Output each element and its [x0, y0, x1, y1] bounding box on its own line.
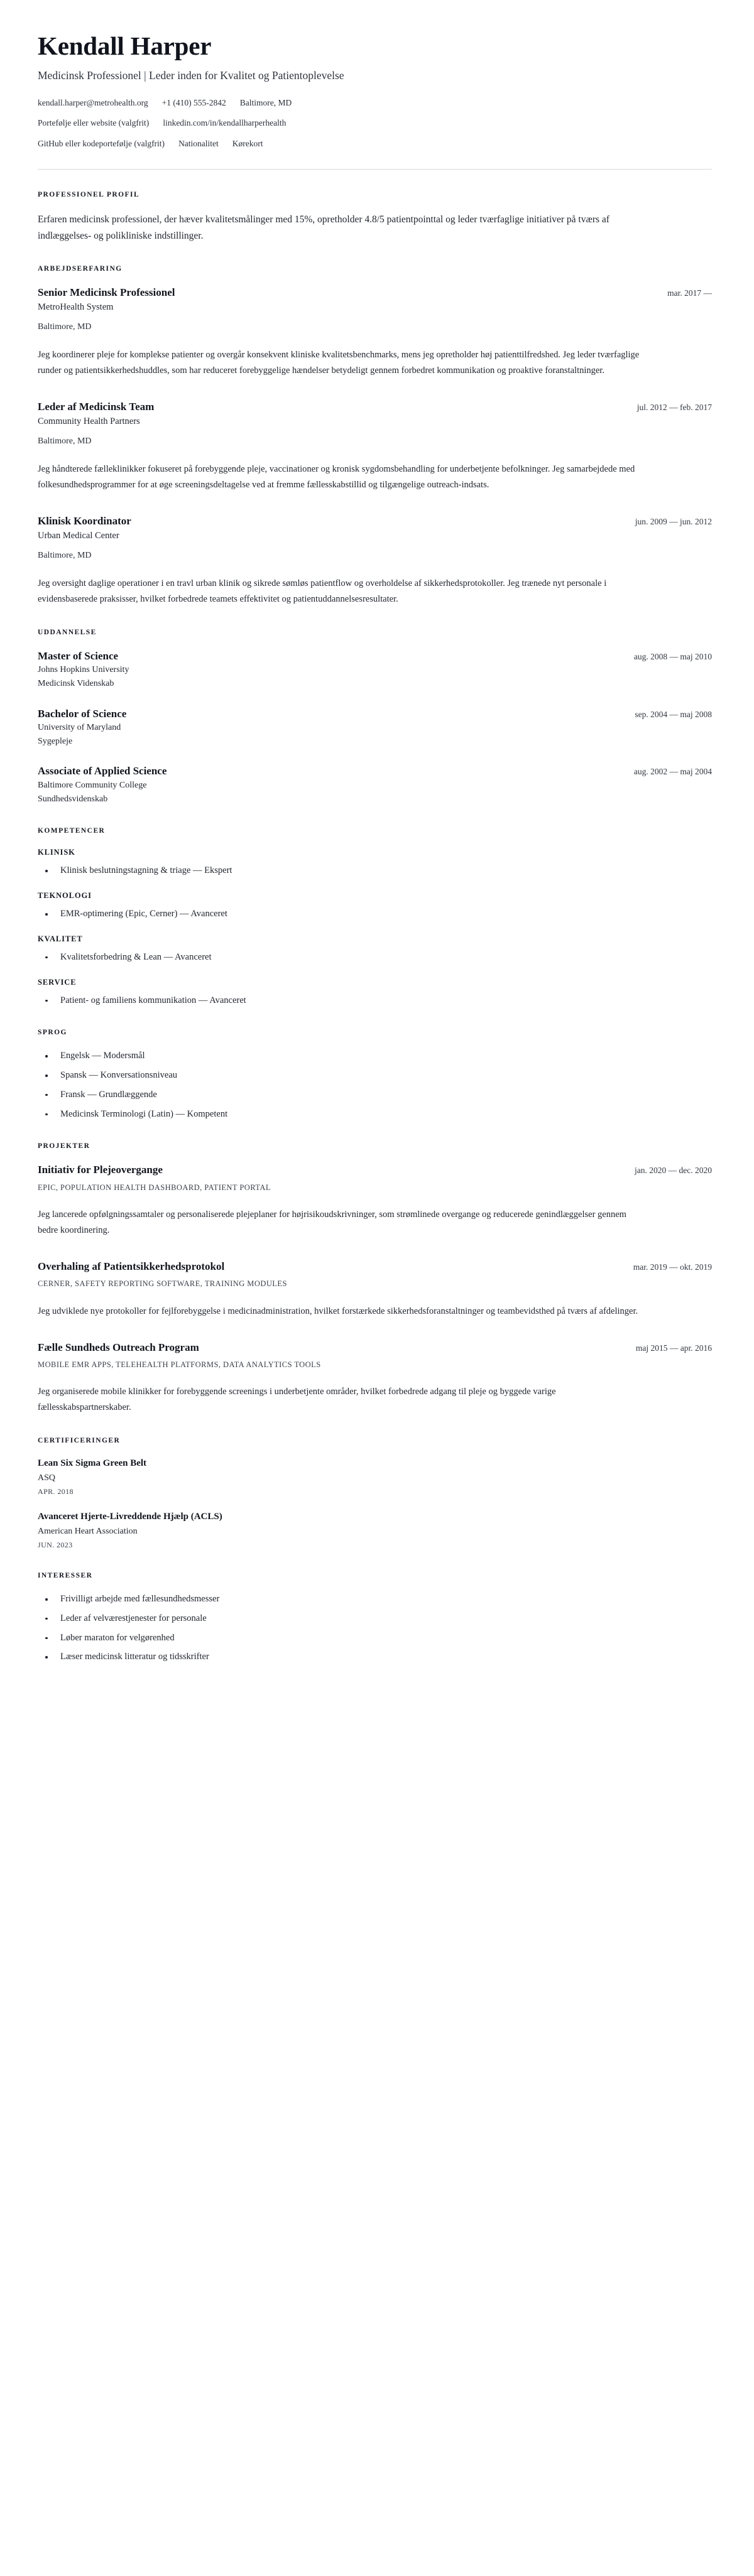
skill-group-name: TEKNOLOGI [38, 891, 92, 901]
section-title-experience: ARBEJDSERFARING [38, 264, 123, 273]
skill-list [38, 864, 712, 878]
section-skills [38, 827, 712, 1007]
project-name: Overhaling af Patientsikkerhedsprotokol [38, 1260, 225, 1272]
section-title-profile: PROFESSIONEL PROFIL [38, 191, 140, 199]
education-entry [38, 764, 712, 806]
language-list [38, 1049, 712, 1121]
education-entry [38, 707, 712, 749]
resume-header [38, 33, 712, 170]
project-description: Jeg organiserede mobile klinikker for forebyggende screenings i underbetjente områder, hvilket forbedrede adgang til pleje og byggede varige fællesskabspartnerskaber. [38, 1387, 556, 1413]
section-profile [38, 191, 712, 243]
education-field: Medicinsk Videnskab [38, 679, 114, 689]
education-date: sep. 2004 — maj 2008 [635, 709, 712, 719]
interest-item: Løber maraton for velgørenhed [38, 1632, 712, 1645]
phone-text: +1 (410) 555-2842 [161, 97, 226, 107]
interest-item: Leder af velværestjenester for personale [38, 1612, 712, 1626]
language-item: Engelsk — Modersmål [38, 1049, 712, 1063]
section-certifications [38, 1437, 712, 1550]
linkedin-text: linkedin.com/in/kendallharperhealth [163, 118, 287, 128]
project-entry [38, 1341, 712, 1416]
candidate-name: Kendall Harper [38, 31, 212, 60]
experience-description: Jeg koordinerer pleje for komplekse patienter og overgår konsekvent kliniske kvalitetsbenchmarks, mens jeg opretholder høj patienttilfredshed. Jeg leder tværfaglige runder og patientsikkerhedshuddles, som har reduceret forebyggelige hændelser betydeligt gennem forbedret kommunikation og proaktive foranstaltninger. [38, 349, 640, 376]
section-experience [38, 265, 712, 607]
section-languages [38, 1029, 712, 1121]
education-entry-head [38, 707, 712, 720]
experience-description: Jeg oversight daglige operationer i en travl urban klinik og sikrede sømløs patientflow og overholdelse af sikkerhedsprotokoller. Jeg trænede nyt personale i evidensbaserede praksisser, hvilket forbedrede teamets effektivitet og patientuddannelsesresultater. [38, 578, 607, 604]
experience-role: Klinisk Koordinator [38, 514, 131, 527]
experience-location: Baltimore, MD [38, 322, 92, 332]
location-text: Baltimore, MD [239, 97, 292, 107]
interest-item: Læser medicinsk litteratur og tidsskrifter [38, 1650, 712, 1664]
section-title-languages: SPROG [38, 1029, 67, 1037]
education-entry [38, 649, 712, 691]
education-field: Sygepleje [38, 737, 73, 747]
contact-row-web [38, 117, 712, 129]
section-title-education: UDDANNELSE [38, 628, 97, 636]
skill-item: Klinisk beslutningstagning & triage — Ekspert [38, 864, 712, 878]
certification-date: JUN. 2023 [38, 1540, 73, 1550]
project-tech-stack: MOBILE EMR APPS, TELEHEALTH PLATFORMS, DATA ANALYTICS TOOLS [38, 1360, 321, 1369]
experience-entry-head [38, 286, 712, 299]
project-entry-head [38, 1260, 712, 1273]
candidate-headline: Medicinsk Professionel | Leder inden for Kvalitet og Patientoplevelse [38, 69, 344, 82]
interest-list [38, 1593, 712, 1664]
skill-group [38, 934, 712, 965]
experience-company: Community Health Partners [38, 416, 140, 426]
section-projects [38, 1142, 712, 1415]
experience-company: Urban Medical Center [38, 530, 119, 541]
certification-name: Lean Six Sigma Green Belt [38, 1458, 147, 1469]
education-entry-head [38, 649, 712, 663]
education-entry-head [38, 764, 712, 777]
certification-issuer: American Heart Association [38, 1526, 138, 1536]
contact-row-extra [38, 138, 712, 150]
certification-entry [38, 1458, 712, 1497]
email-text: kendall.harper@metrohealth.org [38, 97, 148, 107]
education-school: University of Maryland [38, 722, 121, 732]
experience-entry-head [38, 400, 712, 413]
language-item: Fransk — Grundlæggende [38, 1088, 712, 1102]
experience-date: mar. 2017 — [667, 288, 712, 298]
certification-entry [38, 1511, 712, 1550]
project-entry-head [38, 1341, 712, 1354]
section-title-projects: PROJEKTER [38, 1142, 90, 1150]
skill-list [38, 951, 712, 965]
project-entry-head [38, 1163, 712, 1176]
section-title-certifications: CERTIFICERINGER [38, 1437, 121, 1445]
project-tech-stack: EPIC, POPULATION HEALTH DASHBOARD, PATIENT PORTAL [38, 1182, 271, 1192]
project-description: Jeg udviklede nye protokoller for fejlforebyggelse i medicinadministration, hvilket forstærkede sikkerhedsforanstaltninger og teambevidsthed på tværs af afdelinger. [38, 1306, 638, 1316]
project-tech-stack: CERNER, SAFETY REPORTING SOFTWARE, TRAINING MODULES [38, 1279, 287, 1289]
experience-company: MetroHealth System [38, 301, 114, 312]
experience-date: jun. 2009 — jun. 2012 [635, 516, 712, 526]
skill-group-name: SERVICE [38, 977, 77, 987]
section-interests [38, 1572, 712, 1664]
project-entry [38, 1260, 712, 1319]
project-date: maj 2015 — apr. 2016 [635, 1343, 712, 1353]
education-date: aug. 2002 — maj 2004 [633, 767, 712, 777]
education-school: Johns Hopkins University [38, 665, 129, 674]
experience-role: Senior Medicinsk Professionel [38, 286, 175, 298]
education-school: Baltimore Community College [38, 780, 147, 790]
project-name: Fælle Sundheds Outreach Program [38, 1341, 199, 1353]
skill-list [38, 994, 712, 1008]
education-degree: Associate of Applied Science [38, 765, 167, 777]
contact-row-primary [38, 97, 712, 109]
profile-summary-text: Erfaren medicinsk professionel, der hæver kvalitetsmålinger med 15%, opretholder 4.8/5 patientpointtal og leder tværfaglige initiativer på tværs af indlæggelses- og polikliniske indstillinger. [38, 214, 609, 241]
skill-item: Kvalitetsforbedring & Lean — Avanceret [38, 951, 712, 965]
skill-group [38, 848, 712, 878]
education-degree: Bachelor of Science [38, 707, 127, 720]
driving-licence-text: Kørekort [232, 138, 263, 148]
project-date: jan. 2020 — dec. 2020 [635, 1166, 712, 1176]
project-description: Jeg lancerede opfølgningssamtaler og personaliserede plejeplaner for højrisikoudskrivninger, som strømlinede overgange og reducerede genindlæggelser gennem bedre koordinering. [38, 1210, 626, 1235]
certification-issuer: ASQ [38, 1473, 56, 1483]
section-title-skills: KOMPETENCER [38, 827, 106, 835]
experience-date: jul. 2012 — feb. 2017 [637, 402, 712, 412]
language-item: Medicinsk Terminologi (Latin) — Kompetent [38, 1108, 712, 1122]
experience-role: Leder af Medicinsk Team [38, 400, 155, 413]
portfolio-placeholder-text: Portefølje eller website (valgfrit) [38, 118, 150, 128]
experience-entry [38, 514, 712, 607]
experience-location: Baltimore, MD [38, 436, 92, 446]
certification-date: APR. 2018 [38, 1487, 74, 1496]
experience-description: Jeg håndterede fælleklinikker fokuseret på forebyggende pleje, vaccinationer og kronisk sygdomsbehandling for underbetjente befolkninger. Jeg samarbejdede med folkesundhedsprogrammer for at øge screeningsdeltagelse ved at fremme fællesskabstillid og tilgængelige outreach-indsats. [38, 463, 635, 490]
experience-entry-head [38, 514, 712, 528]
project-date: mar. 2019 — okt. 2019 [633, 1262, 712, 1272]
skill-group [38, 978, 712, 1008]
skill-group-name: KLINISK [38, 848, 75, 857]
project-entry [38, 1163, 712, 1238]
section-title-interests: INTERESSER [38, 1572, 93, 1579]
github-placeholder-text: GitHub eller kodeportefølje (valgfrit) [38, 138, 165, 148]
experience-location: Baltimore, MD [38, 551, 92, 561]
certification-name: Avanceret Hjerte-Livreddende Hjælp (ACLS) [38, 1512, 222, 1522]
experience-entry [38, 286, 712, 379]
education-date: aug. 2008 — maj 2010 [633, 651, 712, 661]
skill-item: EMR-optimering (Epic, Cerner) — Avanceret [38, 907, 712, 921]
skill-group-name: KVALITET [38, 934, 83, 943]
interest-item: Frivilligt arbejde med fællesundhedsmesser [38, 1593, 712, 1606]
education-degree: Master of Science [38, 649, 119, 662]
project-name: Initiativ for Plejeovergange [38, 1164, 163, 1176]
experience-entry [38, 400, 712, 493]
skill-list [38, 907, 712, 921]
language-item: Spansk — Konversationsniveau [38, 1069, 712, 1083]
education-field: Sundhedsvidenskab [38, 794, 108, 804]
skill-group [38, 891, 712, 921]
section-education [38, 629, 712, 806]
skill-item: Patient- og familiens kommunikation — Avanceret [38, 994, 712, 1008]
header-divider [38, 169, 712, 170]
nationality-text: Nationalitet [178, 138, 219, 148]
